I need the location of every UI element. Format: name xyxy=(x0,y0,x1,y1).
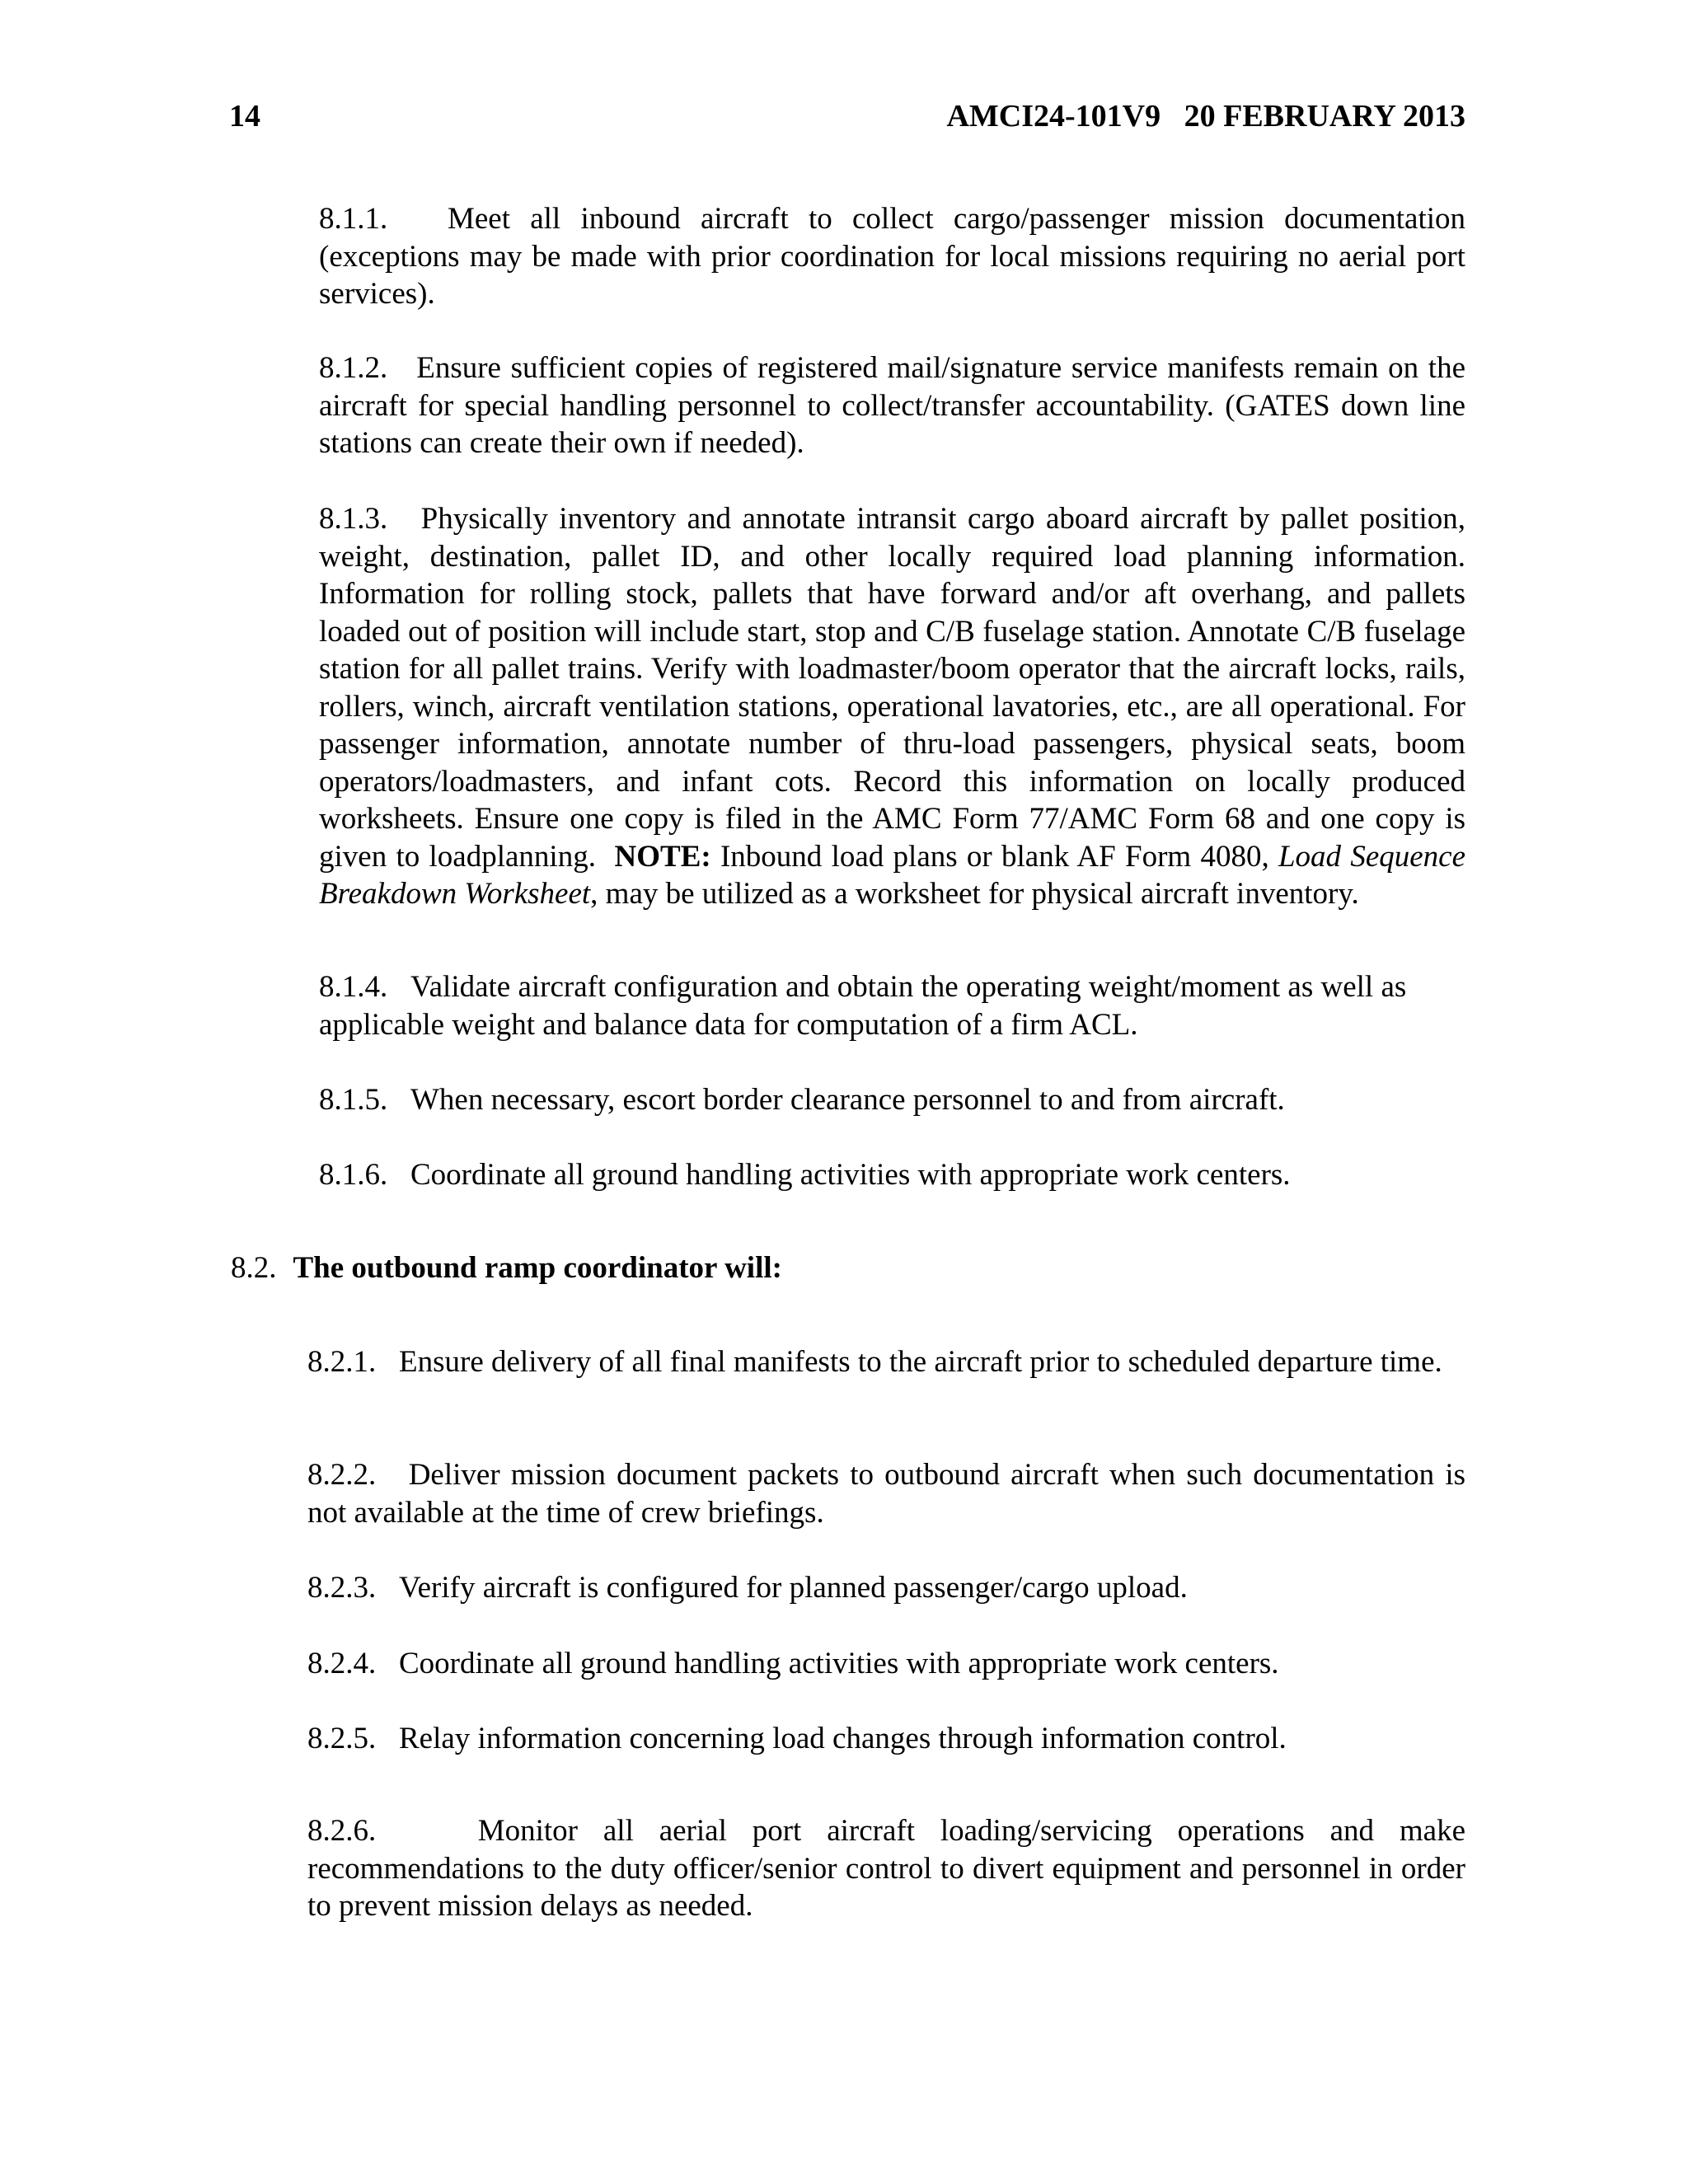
paragraph-number: 8.1.4. xyxy=(319,970,388,1004)
form-title: Load Sequence Breakdown Worksheet xyxy=(319,839,1466,911)
paragraph-8-1-2 xyxy=(319,349,1465,462)
paragraph-number: 8.1.6. xyxy=(319,1158,388,1192)
page-number: 14 xyxy=(229,99,260,134)
paragraph-8-1-6 xyxy=(319,1156,1465,1194)
doc-date: 20 FEBRUARY 2013 xyxy=(1184,99,1465,134)
paragraph-8-1-3 xyxy=(319,500,1465,913)
paragraph-text: Meet all inbound aircraft to collect cargo/passenger mission documentation (exceptions may be made with prior coordination for local missions requiring no aerial port services). xyxy=(319,202,1466,311)
paragraph-8-2-3 xyxy=(307,1569,1465,1607)
paragraph-number: 8.1.3. xyxy=(319,502,388,536)
doc-id: AMCI24-101V9 xyxy=(946,99,1161,134)
section-heading-8-2 xyxy=(231,1249,782,1286)
paragraph-number: 8.1.1. xyxy=(319,202,388,236)
paragraph-8-1-1 xyxy=(319,200,1465,313)
paragraph-number: 8.2.5. xyxy=(307,1722,377,1755)
paragraph-text: Monitor all aerial port aircraft loading/servicing operations and make recommendations to the duty officer/senior control to divert equipment and personnel in order to prevent mission delays as needed. xyxy=(307,1814,1466,1923)
note-text: Inbound load plans or blank AF Form 4080, xyxy=(720,839,1269,874)
paragraph-8-2-1 xyxy=(307,1343,1465,1381)
paragraph-number: 8.2.6. xyxy=(307,1814,377,1848)
section-label: The outbound ramp coordinator will: xyxy=(293,1251,782,1285)
paragraph-number: 8.2.2. xyxy=(307,1458,377,1492)
note-text-end: , may be utilized as a worksheet for physical aircraft inventory. xyxy=(590,877,1359,911)
paragraph-number: 8.2.4. xyxy=(307,1647,377,1680)
paragraph-8-2-4 xyxy=(307,1645,1465,1683)
running-header xyxy=(946,96,1465,137)
paragraph-8-1-4 xyxy=(319,968,1465,1043)
paragraph-text: Validate aircraft configuration and obtain the operating weight/moment as well as applicable weight and balance data for computation of a firm ACL. xyxy=(319,970,1407,1042)
paragraph-8-2-6 xyxy=(307,1812,1465,1925)
paragraph-text: Coordinate all ground handling activities with appropriate work centers. xyxy=(410,1158,1291,1192)
paragraph-8-2-2 xyxy=(307,1456,1465,1531)
paragraph-text: Coordinate all ground handling activities with appropriate work centers. xyxy=(399,1647,1279,1680)
section-number: 8.2. xyxy=(231,1251,277,1285)
paragraph-text: Ensure sufficient copies of registered mail/signature service manifests remain on the aircraft for special handling personnel to collect/transfer accountability. (GATES down line stations can create their own if needed). xyxy=(319,351,1465,460)
paragraph-text: Deliver mission document packets to outbound aircraft when such documentation is not available at the time of crew briefings. xyxy=(307,1458,1466,1530)
paragraph-text: Ensure delivery of all final manifests to the aircraft prior to scheduled departure time. xyxy=(399,1345,1442,1379)
note-label: NOTE: xyxy=(614,839,711,874)
paragraph-number: 8.1.2. xyxy=(319,351,388,385)
paragraph-text: Physically inventory and annotate intransit cargo aboard aircraft by pallet position, weight, destination, pallet ID, and other locally required load planning information. Information for rolling stock, pallets that have forward and/or aft overhang, and pallets loaded out of position will include start, stop and C/B fuselage station. Annotate C/B fuselage station for all pallet trains. Verify with loadmaster/boom operator that the aircraft locks, rails, rollers, winch, aircraft ventilation stations, operational lavatories, etc., are all operational. For passenger information, annotate number of thru-load passengers, physical seats, boom operators/loadmasters, and infant cots. Record this information on locally produced worksheets. Ensure one copy is filed in the AMC Form 77/AMC Form 68 and one copy is given to loadplanning. xyxy=(319,502,1465,874)
paragraph-number: 8.2.1. xyxy=(307,1345,377,1379)
paragraph-number: 8.1.5. xyxy=(319,1083,388,1117)
paragraph-8-2-5 xyxy=(307,1720,1465,1758)
paragraph-number: 8.2.3. xyxy=(307,1571,377,1605)
paragraph-text: Relay information concerning load changes through information control. xyxy=(399,1722,1287,1755)
paragraph-text: When necessary, escort border clearance personnel to and from aircraft. xyxy=(410,1083,1285,1117)
paragraph-8-1-5 xyxy=(319,1081,1465,1119)
paragraph-text: Verify aircraft is configured for planned passenger/cargo upload. xyxy=(399,1571,1188,1605)
